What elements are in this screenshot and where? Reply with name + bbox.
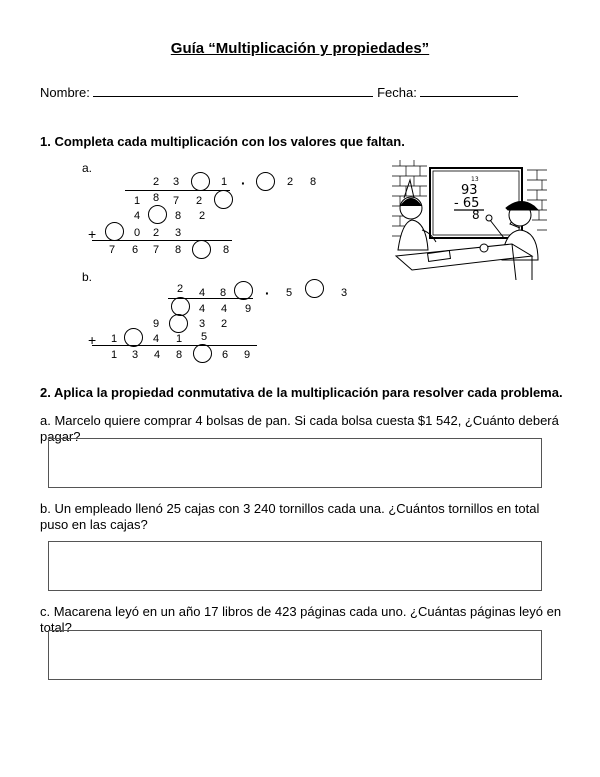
- digit: 9: [152, 318, 160, 330]
- digit: 4: [153, 349, 161, 361]
- answer-box-a[interactable]: [48, 438, 542, 488]
- digit: 9: [243, 349, 251, 361]
- problem-text-a: a. Marcelo quiere comprar 4 bolsas de pan. Si cada bolsa cuesta $1 542, ¿Cuánto deberá pagar?: [40, 413, 559, 444]
- digit: 2: [152, 176, 160, 188]
- answer-box-b[interactable]: [48, 541, 542, 591]
- board-text: 13: [471, 176, 479, 183]
- times-dot: ·: [265, 285, 270, 301]
- blank-circle[interactable]: [169, 314, 188, 333]
- digit: 8: [174, 244, 182, 256]
- multiplication-line: [125, 190, 230, 191]
- digit: 6: [221, 349, 229, 361]
- digit: 6: [131, 244, 139, 256]
- digit: 8: [175, 349, 183, 361]
- digit: 3: [131, 349, 139, 361]
- digit: 4: [133, 210, 141, 222]
- digit: 7: [172, 195, 180, 207]
- answer-box-c[interactable]: [48, 630, 542, 680]
- digit: 4: [220, 303, 228, 315]
- digit: 8: [222, 244, 230, 256]
- blank-circle[interactable]: [191, 172, 210, 191]
- digit: 4: [152, 333, 160, 345]
- digit: 1: [110, 349, 118, 361]
- blank-circle[interactable]: [305, 279, 324, 298]
- digit: 8: [174, 210, 182, 222]
- digit: 5: [200, 331, 208, 343]
- digit: 4: [198, 287, 206, 299]
- digit: 8: [152, 192, 160, 204]
- plus-sign: +: [88, 332, 97, 348]
- blank-circle[interactable]: [193, 344, 212, 363]
- digit: 8: [309, 176, 317, 188]
- digit: 0: [133, 227, 141, 239]
- digit: 2: [195, 195, 203, 207]
- name-label: Nombre:: [40, 85, 90, 100]
- problem-a-label: a.: [82, 161, 93, 175]
- digit: 8: [219, 287, 227, 299]
- digit: 5: [285, 287, 293, 299]
- blank-circle[interactable]: [171, 297, 190, 316]
- board-text: 8: [472, 208, 480, 222]
- name-field[interactable]: [93, 84, 373, 97]
- blank-circle[interactable]: [256, 172, 275, 191]
- section2-instruction: 2. Aplica la propiedad conmutativa de la multiplicación para resolver cada problema.: [40, 385, 563, 400]
- blank-circle[interactable]: [105, 222, 124, 241]
- digit: 3: [340, 287, 348, 299]
- times-dot: ·: [241, 175, 246, 191]
- problem-b-label: b.: [82, 270, 93, 284]
- digit: 7: [152, 244, 160, 256]
- blank-circle[interactable]: [192, 240, 211, 259]
- blank-circle[interactable]: [148, 205, 167, 224]
- plus-sign: +: [88, 226, 97, 242]
- digit: 1: [220, 176, 228, 188]
- digit: 3: [174, 227, 182, 239]
- digit: 2: [220, 318, 228, 330]
- children-at-blackboard-illustration: [392, 160, 547, 280]
- digit: 3: [172, 176, 180, 188]
- digit: 4: [198, 303, 206, 315]
- board-text: - 65: [454, 196, 480, 211]
- digit: 2: [286, 176, 294, 188]
- digit: 2: [152, 227, 160, 239]
- problem-text-b: b. Un empleado llenó 25 cajas con 3 240 tornillos cada una. ¿Cuántos tornillos en total puso en las cajas?: [40, 501, 540, 532]
- digit: 2: [176, 283, 184, 295]
- date-field[interactable]: [420, 84, 518, 97]
- digit: 1: [133, 195, 141, 207]
- digit: 7: [108, 244, 116, 256]
- board-text: 93: [461, 183, 478, 198]
- digit: 3: [198, 318, 206, 330]
- problem-text-c: c. Macarena leyó en un año 17 libros de 423 páginas cada uno. ¿Cuántas páginas leyó en total?: [40, 604, 562, 635]
- blank-circle[interactable]: [214, 190, 233, 209]
- date-label: Fecha:: [377, 85, 417, 100]
- sum-line: [92, 240, 232, 241]
- name-date-line: [40, 84, 518, 100]
- sum-line: [92, 345, 257, 346]
- digit: 1: [175, 333, 183, 345]
- digit: 9: [244, 303, 252, 315]
- digit: 2: [198, 210, 206, 222]
- section1-instruction: 1. Completa cada multiplicación con los valores que faltan.: [40, 134, 405, 149]
- digit: 1: [110, 333, 118, 345]
- page-title: Guía “Multiplicación y propiedades”: [170, 40, 430, 57]
